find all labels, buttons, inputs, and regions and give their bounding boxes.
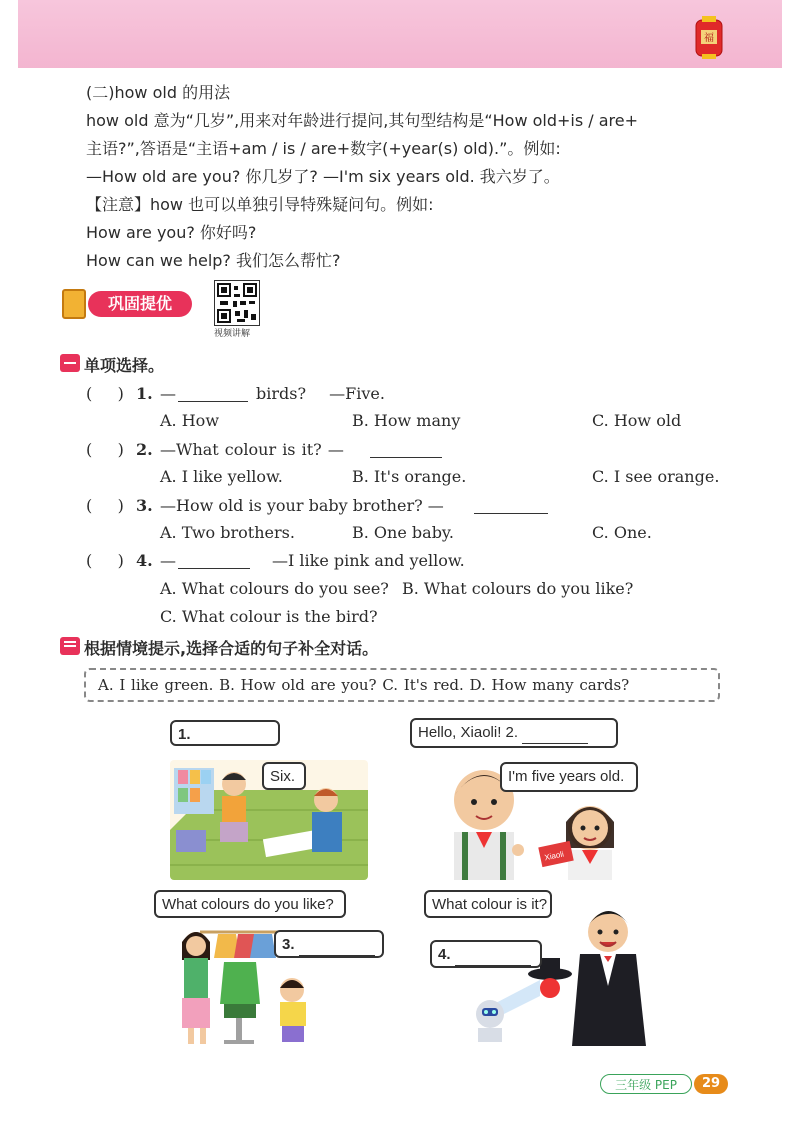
q4-blank[interactable] (178, 551, 250, 569)
q3-blank[interactable] (474, 496, 548, 514)
top-banner (18, 0, 782, 68)
q1-option-c[interactable]: C. How old (592, 411, 682, 430)
q3-stem-a: —How old is your baby brother? — (160, 496, 444, 515)
scene2-question-bubble (410, 718, 618, 748)
q3-paren[interactable]: ( ) (86, 496, 124, 515)
q4-option-c[interactable]: C. What colour is the bird? (160, 607, 378, 626)
scene1-reply-bubble: Six. (262, 762, 306, 790)
q4-stem-b: —I like pink and yellow. (272, 551, 465, 570)
grammar-note: 【注意】how 也可以单独引导特殊疑问句。例如: (86, 195, 434, 214)
scene2-card-label: Xiaoli (543, 849, 565, 863)
scene1-question-bubble (170, 720, 280, 746)
grade-label: 三年级 PEP (600, 1074, 692, 1094)
q4-paren[interactable]: ( ) (86, 551, 124, 570)
page-number: 29 (694, 1074, 728, 1094)
q2-number: 2. (136, 440, 153, 459)
scene1-blank[interactable] (195, 729, 271, 746)
scene1-blank-number: 1. (178, 726, 191, 743)
q3-option-c[interactable]: C. One. (592, 523, 652, 542)
scene2-reply-bubble: I'm five years old. (500, 762, 638, 792)
part2-number-icon (60, 637, 80, 655)
q2-blank[interactable] (370, 440, 442, 458)
part2-heading: 根据情境提示,选择合适的句子补全对话。 (84, 639, 379, 658)
q3-option-a[interactable]: A. Two brothers. (160, 523, 295, 542)
scene4-blank[interactable] (455, 949, 531, 966)
q1-stem-a: — (160, 384, 176, 403)
q2-paren[interactable]: ( ) (86, 440, 124, 459)
grammar-line1: how old 意为“几岁”,用来对年龄进行提问,其句型结构是“How old+is / are+ (86, 111, 639, 130)
q4-number: 4. (136, 551, 153, 570)
q2-stem-a: —What colour is it? — (160, 440, 344, 459)
q4-option-a[interactable]: A. What colours do you see? (160, 579, 389, 598)
q3-option-b[interactable]: B. One baby. (352, 523, 454, 542)
part1-heading: 单项选择。 (84, 356, 165, 375)
q1-blank[interactable] (178, 384, 248, 402)
scene4-illustration (460, 896, 660, 1046)
grammar-example1: —How old are you? 你几岁了? —I'm six years old. 我六岁了。 (86, 167, 560, 186)
q1-stem-b: birds? —Five. (256, 384, 385, 403)
grammar-example2: How are you? 你好吗? (86, 223, 257, 242)
lantern-icon (692, 14, 726, 60)
practice-badge (62, 289, 192, 319)
grammar-title: (二)how old 的用法 (86, 83, 231, 102)
practice-badge-label: 巩固提优 (88, 291, 192, 317)
scene3-question-bubble: What colours do you like? (154, 890, 346, 918)
scene2-blank[interactable] (522, 727, 588, 744)
scene3-blank-number: 3. (282, 936, 295, 953)
q1-option-a[interactable]: A. How (160, 411, 220, 430)
scene4-blank-number: 4. (438, 946, 451, 963)
q4-option-b[interactable]: B. What colours do you like? (402, 579, 634, 598)
q4-stem-a: — (160, 551, 176, 570)
qr-code-icon[interactable] (214, 280, 260, 326)
q1-paren[interactable]: ( ) (86, 384, 124, 403)
part2-options: A. I like green. B. How old are you? C. It's red. D. How many cards? (98, 676, 630, 694)
q3-number: 3. (136, 496, 153, 515)
q2-option-a[interactable]: A. I like yellow. (160, 467, 283, 486)
scene4-answer-bubble (430, 940, 542, 968)
lantern-char: 福 (704, 33, 714, 44)
q1-number: 1. (136, 384, 153, 403)
scene4-question-bubble: What colour is it? (424, 890, 552, 918)
grammar-example3: How can we help? 我们怎么帮忙? (86, 251, 341, 270)
scene3-blank[interactable] (299, 939, 375, 956)
grammar-line2: 主语?”,答语是“主语+am / is / are+数字(+year(s) old).”。例如: (86, 139, 561, 158)
q1-option-b[interactable]: B. How many (352, 411, 461, 430)
q2-option-c[interactable]: C. I see orange. (592, 467, 720, 486)
qr-label: 视频讲解 (214, 329, 251, 339)
part1-number-icon (60, 354, 80, 372)
scene2-question-text: Hello, Xiaoli! 2. (418, 724, 519, 741)
scene3-answer-bubble (274, 930, 384, 958)
q2-option-b[interactable]: B. It's orange. (352, 467, 467, 486)
scroll-icon (62, 289, 86, 319)
